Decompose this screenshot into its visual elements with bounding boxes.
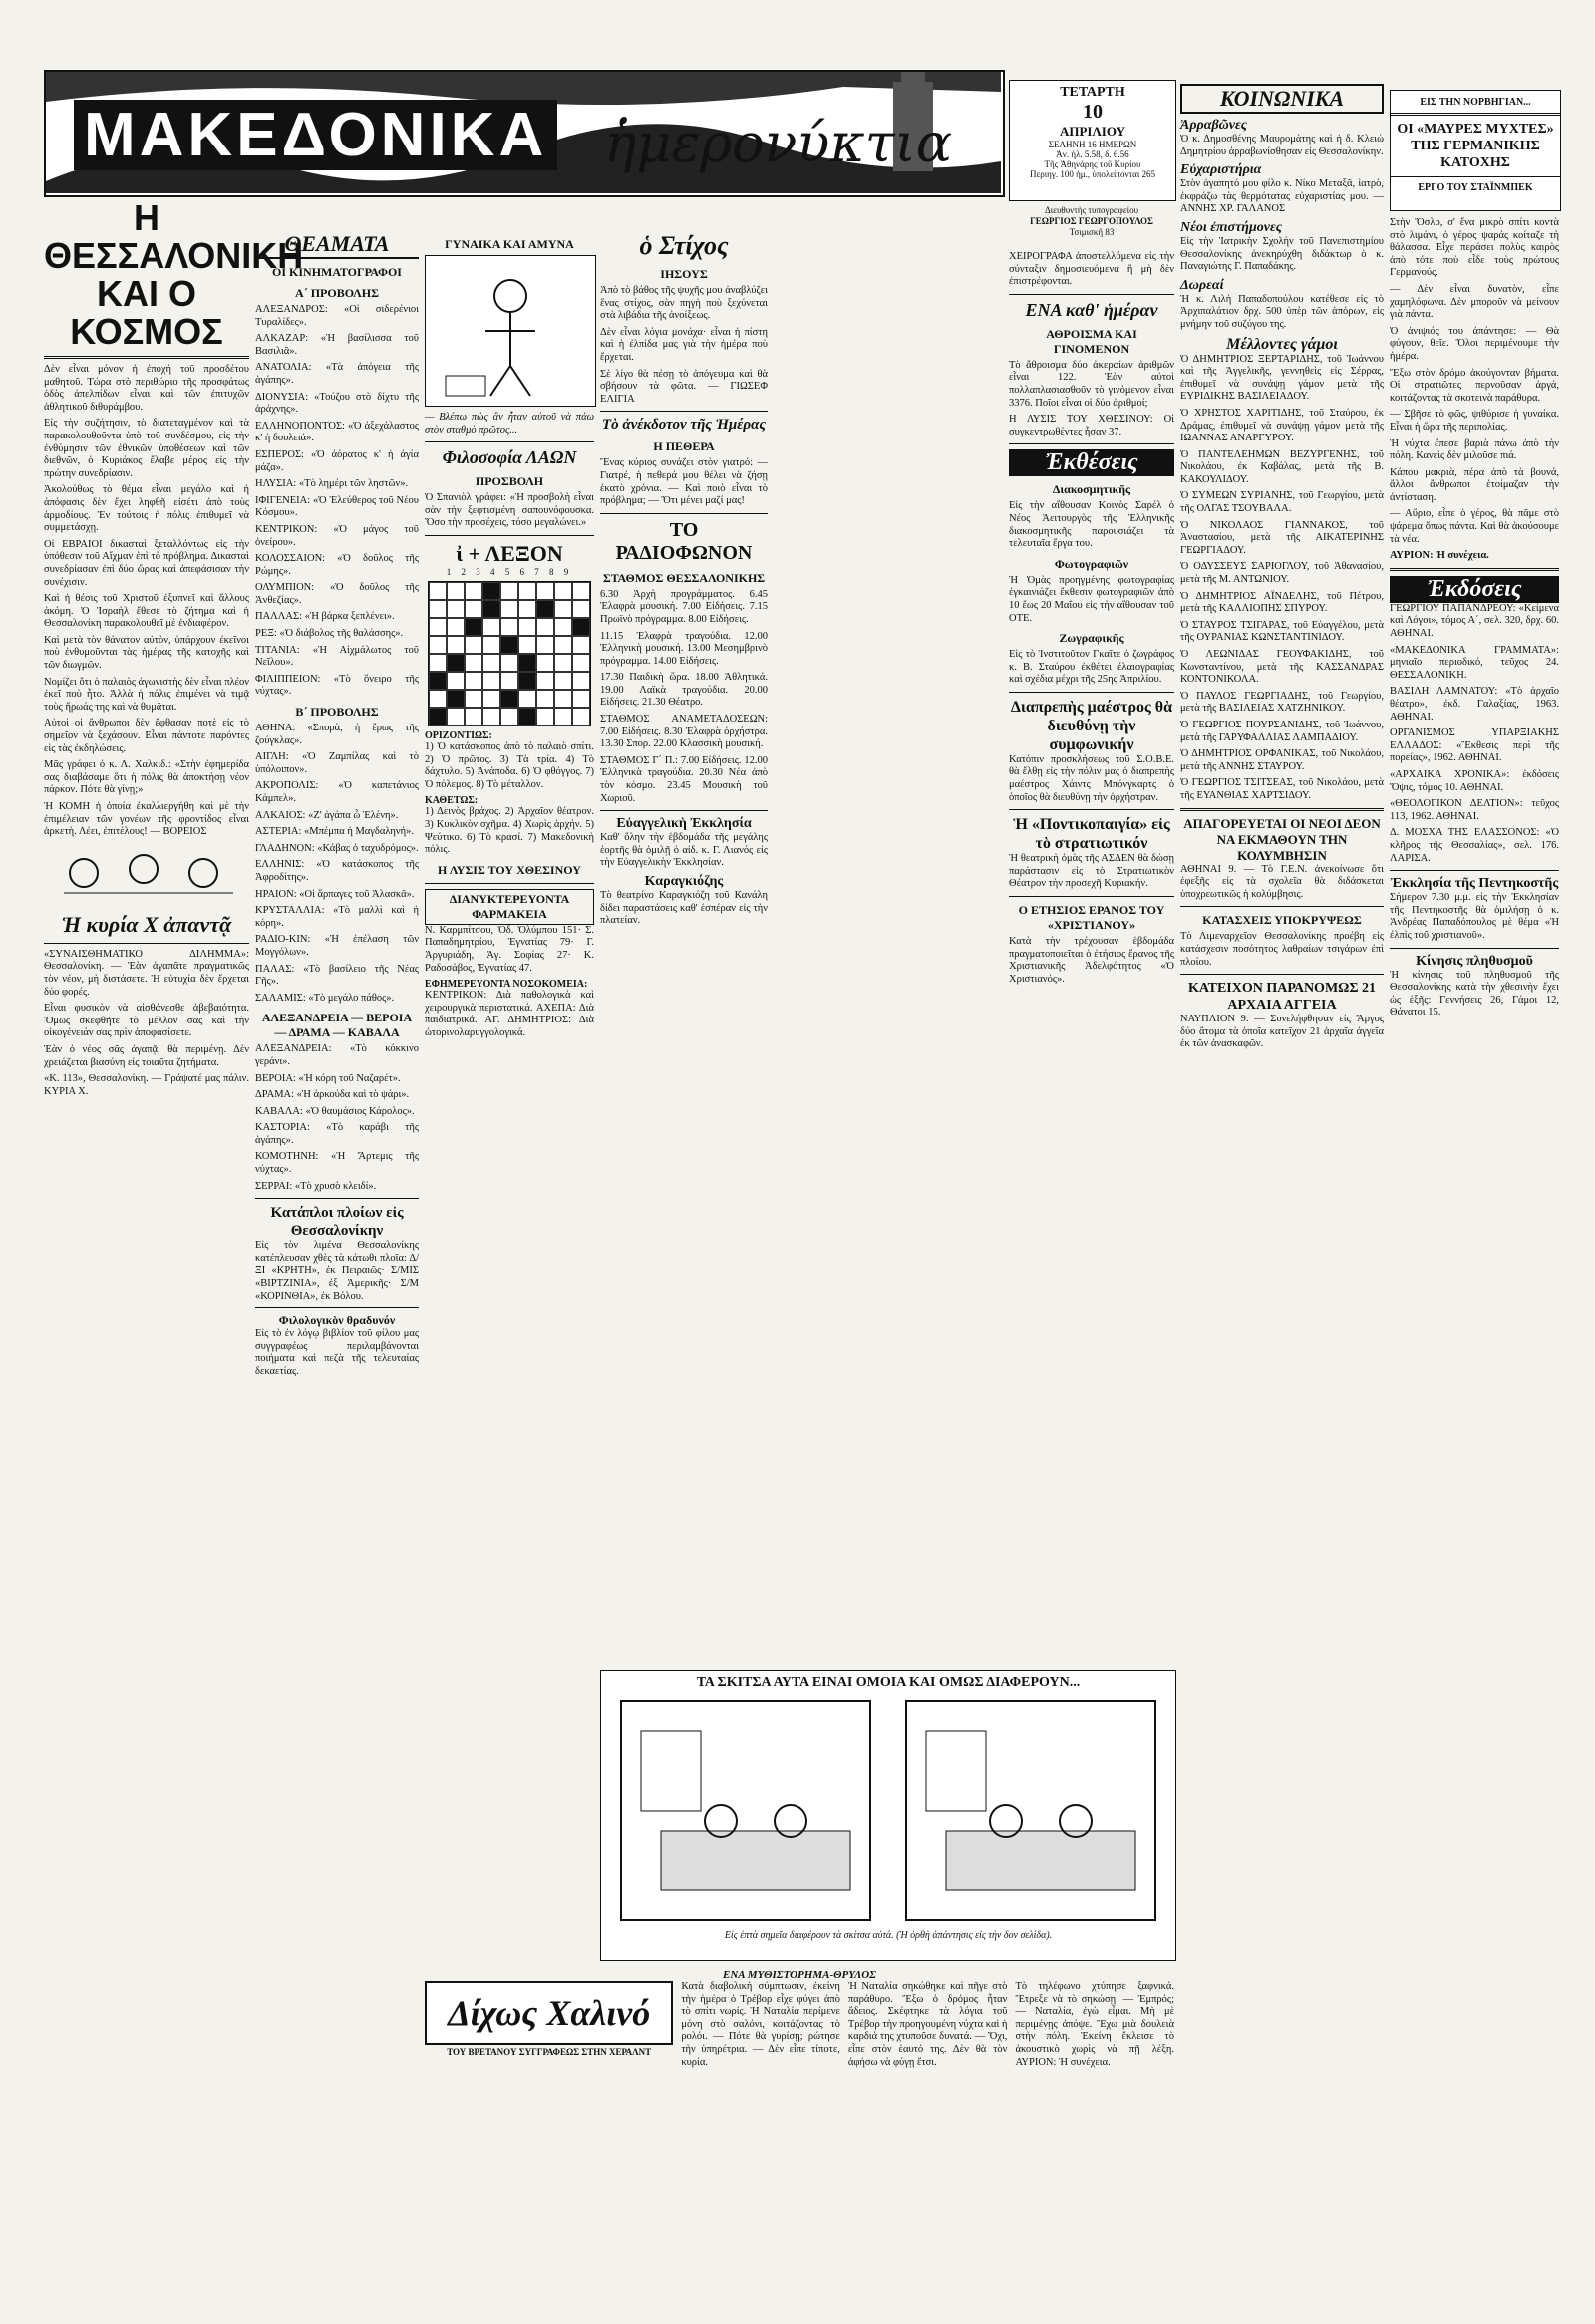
crossword-cell [500, 690, 518, 708]
karagiozis-paragraph: Τὸ θεατρίνο Καραγκιόζη τοῦ Κανάλη δίδει παραστάσεις καθ' ἑσπέραν εἰς τὴν πλατείαν. [600, 890, 768, 927]
radio-schedule: 11.15 Ἐλαφρὰ τραγούδια. 12.00 Ἐλληνικὴ μουσική. 13.00 Μεσημβρινὸ πρόγραμμα. 14.00 Εἰδήσεις. [600, 630, 768, 667]
novel-paragraph: Ἡ νύχτα ἔπεσε βαριὰ πάνω ἀπὸ τὴν πόλη. Κανεὶς δὲν μιλοῦσε πιά. [1390, 437, 1559, 462]
crossword-cell [572, 636, 590, 654]
crossword-cell [500, 600, 518, 618]
novel-paragraph: Στὴν Ὄσλο, σ' ἕνα μικρὸ σπίτι κοντὰ στὸ λιμάνι, ὁ γέρος ψαράς κοίταζε τὴ θάλασσα. Εἶχε περάσει πολὺς καιρὸς ἀπὸ τότε ποὺ εἶδε τοὺς πρώτους Γερμανούς. [1390, 217, 1559, 279]
crossword-cell [500, 582, 518, 600]
philosophy-subheading: ΠΡΟΣΒΟΛΗ [475, 474, 544, 489]
crossword-cell [465, 708, 482, 726]
conductor-heading: Διαπρεπὴς μαέστρος θὰ διευθύνῃ τὴν συμφωνικήν [1010, 698, 1173, 753]
vases-heading: ΚΑΤΕΙΧΟΝ ΠΑΡΑΝΟΜΩΣ 21 ΑΡΧΑΙΑ ΑΓΓΕΙΑ [1187, 981, 1377, 1014]
crossword-cell [429, 600, 447, 618]
crossword-cell [572, 600, 590, 618]
crossword-cell [500, 618, 518, 636]
crossword-cell [465, 636, 482, 654]
crossword-cell [482, 708, 500, 726]
conductor-paragraph: Κατόπιν προσκλήσεως τοῦ Σ.Ο.Β.Ε. θὰ ἔλθῃ εἰς τὴν πόλιν μας ὁ διαπρεπὴς μαέστρος Χάιντς Μπόνγκαρτς ὁ ὁποῖος θὰ διευθύνῃ τὴν ὀρχήστραν. [1009, 753, 1174, 803]
date-number: 10 [1083, 101, 1103, 123]
date-box [1009, 80, 1176, 201]
vases-paragraph: ΝΑΥΠΛΙΟΝ 9. — Συνελήφθησαν εἰς Ἄργος δύο ἄτομα τὰ ὁποῖα κατεῖχον 21 ἀρχαῖα ἀγγεῖα ἐκ τῶν ἀνασκαφῶν. [1180, 1014, 1384, 1050]
novel-paragraph: — Αὔριο, εἶπε ὁ γέρος, θὰ πᾶμε στὸ ψάρεμα ὅπως πάντα. Καὶ θὰ ἀκούσουμε τὰ νέα. [1390, 508, 1559, 545]
article-paragraph: Νομίζει ὅτι ὁ παλαιὸς ἀγωνιστὴς δὲν εἶναι πλέον ἐκεῖ ποὺ ἦτο. Ἀλλὰ ἡ πόλις ἐπιμένει νὰ τιμᾷ τοὺς ἥρωάς της καὶ νὰ θυμᾶται. [44, 676, 249, 713]
cinema-listing: ΔΙΟΝΥΣΙΑ: «Τούζου στὸ δίχτυ τῆς ἀράχνης». [255, 391, 419, 416]
crossword-cell [554, 636, 572, 654]
radio-heading: ΤΟ ΡΑΔΙΟΦΩΝΟΝ [615, 518, 753, 564]
crossword-cell [536, 672, 554, 690]
crossword-cell [518, 708, 536, 726]
crossword-cell [482, 636, 500, 654]
crossword-cell [554, 600, 572, 618]
crossword-cell [429, 582, 447, 600]
crossword-cell [536, 600, 554, 618]
crossword-cell [554, 654, 572, 672]
cinema-listing: ΑΙΓΛΗ: «Ὁ Ζαμπίλας καὶ τὸ ὑπόλοιπον». [255, 751, 419, 775]
date-line: Ἀν. ἡλ. 5.58, δ. 6.56 [1056, 149, 1129, 159]
literary-paragraph: Εἰς τὸ ἐν λόγῳ βιβλίον τοῦ φίλου μας συγγραφέως περιλαμβάνονται ποιήματα καὶ πεζὰ τῆς τελευταίας δεκαετίας. [255, 1328, 419, 1377]
evangelical-heading: Εὐαγγελικὴ Ἐκκλησία [616, 816, 752, 832]
novel-title: ΟΙ «ΜΑΥΡΕΣ ΜΥΧΤΕΣ» ΤΗΣ ΓΕΡΜΑΝΙΚΗΣ ΚΑΤΟΧΗΣ [1397, 122, 1554, 170]
cinema-listing: ΑΛΚΑΖΑΡ: «Ἡ βασίλισσα τοῦ Βασιλιᾶ». [255, 333, 419, 357]
article-paragraph: Αὐτοὶ οἱ ἄνθρωποι δὲν ἔφθασαν ποτὲ εἰς τὸ σημεῖον νὰ ξεχάσουν. Εἶναι πάντοτε παρόντες εἰς τὰς ἐκδηλώσεις. [44, 718, 249, 754]
pentecost-heading: Ἐκκλησία τῆς Πεντηκοστῆς [1390, 876, 1559, 892]
crossword-cell [554, 690, 572, 708]
daily-puzzle-solution: Η ΛΥΣΙΣ ΤΟΥ ΧΘΕΣΙΝΟΥ: Οἱ συγκεντρωθέντες ἦσαν 37. [1009, 414, 1174, 437]
crossword-cell [465, 600, 482, 618]
hospitals-heading: ΕΦΗΜΕΡΕΥΟΝΤΑ ΝΟΣΟΚΟΜΕΙΑ: [425, 979, 588, 991]
down-clues: 1) Δεινὸς βράχος. 2) Ἀρχαῖον θέατρον. 3) Κυκλικὸν σχῆμα. 4) Χωρὶς ἀρχήν. 5) Ψεύτικο. 6) Τὸ κρασί. 7) Μακεδονικὴ πόλις. [425, 806, 594, 856]
crossword-cell [572, 582, 590, 600]
serial-novel-section [425, 1969, 1174, 2302]
publications-heading: Ἐκδόσεις [1390, 576, 1559, 603]
crossword-cell [465, 654, 482, 672]
article-paragraph: Ἀκολούθως τὸ θέμα εἶναι μεγάλο καὶ ἡ ἀπόφασις δὲν ἔχει ληφθῆ εἰσέτι ἀπὸ τοὺς ἁρμοδίους. Ἐν τούτοις ἡ πόλις ἐπιθυμεῖ νὰ συμμετάσχῃ. [44, 484, 249, 534]
crossword-cell [465, 690, 482, 708]
exhibition-paragraph: Ἡ Ὁμὰς προηγμένης φωτογραφίας ἐγκαινιάζει ἔκθεσιν φωτογραφιῶν ἀπὸ 10 ἕως 20 Μαΐου εἰς τὴν αἴθουσαν τοῦ ΟΤΕ. [1009, 574, 1174, 624]
crossword-cell [447, 600, 465, 618]
crossword-solution-heading: Η ΛΥΣΙΣ ΤΟΥ ΧΘΕΣΙΝΟΥ [438, 862, 581, 877]
verse-paragraph: Ἀπὸ τὸ βάθος τῆς ψυχῆς μου ἀναβλύζει ἕνας στίχος, σὰν πηγὴ ποὺ ξεχύνεται στὰ λιβάδια τῆς ἀνοίξεως. [600, 285, 768, 322]
wedding-notice: Ὁ ΣΤΑΥΡΟΣ ΤΣΙΓΑΡΑΣ, τοῦ Εὐαγγέλου, μετὰ τῆς ΟΥΡΑΝΙΑΣ ΚΩΝΣΤΑΝΤΙΝΙΔΟΥ. [1180, 619, 1384, 644]
crossword-cell [465, 582, 482, 600]
advice-paragraph: Εἶναι φυσικὸν νὰ αἰσθάνεσθε ἀβεβαιότητα. Ὅμως σκεφθῆτε τὸ μέλλον σας καὶ τὴν οἰκογένειάν σας πρὶν ἀποφασίσετε. [44, 1003, 249, 1039]
spot-difference-caption: Εἰς ἑπτὰ σημεῖα διαφέρουν τὰ σκίτσα αὐτά. (Ἡ ὀρθὴ ἀπάντησις εἰς τὴν δον σελίδα). [724, 1930, 1053, 1941]
cinema-listing: ΚΕΝΤΡΙΚΟΝ: «Ὁ μάγος τοῦ ὀνείρου». [255, 523, 419, 548]
ships-paragraph: Εἰς τὸν λιμένα Θεσσαλονίκης κατέπλευσαν χθὲς τὰ κάτωθι πλοῖα: Δ/ΞΙ «ΚΡΗΤΗ», ἐκ Πειραιῶς· Σ/ΜΙΣ «ΒΙΡΤΖΙΝΙΑ», ἐξ Ἀμερικῆς· Σ/Μ «ΚΟΡΙΝΘΙΑ», ἐκ Βόλου. [255, 1240, 419, 1302]
column-verse-radio [600, 231, 768, 1666]
novel-paragraph: — Σβῆσε τὸ φῶς, ψιθύρισε ἡ γυναίκα. Εἶναι ἡ ὥρα τῆς περιπολίας. [1390, 409, 1559, 433]
radio-schedule: 17.30 Παιδικὴ ὥρα. 18.00 Ἀθλητικά. 19.00 Λαϊκὰ τραγούδια. 20.00 Εἰδήσεις. 21.30 Θέατρο. [600, 672, 768, 709]
across-heading: ΟΡΙΖΟΝΤΙΩΣ: [425, 729, 492, 741]
wedding-notice: Ὁ ΧΡΗΣΤΟΣ ΧΑΡΙΤΙΔΗΣ, τοῦ Σταύρου, ἐκ Δράμας, ἐπιθυμεῖ νὰ συνάψῃ γάμον μετὰ τῆς ΙΩΑΝΝΑΣ ΑΝΑΡΓΥΡΟΥ. [1180, 407, 1384, 444]
wedding-notice: Ὁ ΟΔΥΣΣΕΥΣ ΣΑΡΙΟΓΛΟΥ, τοῦ Ἀθανασίου, μετὰ τῆς Μ. ΑΝΤΩΝΙΟΥ. [1180, 561, 1384, 586]
crossword-cell [447, 654, 465, 672]
cinema-listing: ΒΕΡΟΙΑ: «Ἡ κόρη τοῦ Ναζαρέτ». [255, 1072, 401, 1084]
column-theamata [255, 231, 419, 1786]
cinema-listing: ΕΛΛΗΝΙΣ: «Ὁ κατάσκοπος τῆς Ἀφροδίτης». [255, 859, 419, 883]
engagements-heading: Ἀρραβῶνες [1180, 118, 1247, 133]
column-serial-novel [1390, 217, 1559, 2302]
spot-difference-cartoon [600, 1670, 1176, 1961]
crossword-cell [500, 636, 518, 654]
radio-schedule: ΣΤΑΘΜΟΣ ΑΝΑΜΕΤΑΔΟΣΕΩΝ: 7.00 Εἰδήσεις. 8.30 Ἐλαφρὰ ὀρχήστρα. 13.30 Σπορ. 22.00 Κλασσικὴ μουσική. [600, 714, 768, 750]
masthead-script: ἡμερονύκτια [604, 112, 953, 174]
serial-kicker: ΕΝΑ ΜΥΘΙΣΤΟΡΗΜΑ-ΘΡΥΛΟΣ [723, 1969, 876, 1981]
article-paragraph: Εἰς τὴν συζήτησιν, τὸ διατεταγμένον καὶ τὰ παρακολουθοῦντα ὑπὸ τοῦ συνδέσμου, εἰς τὴν ἐνθύμησιν τῶν ἐθνικῶν ὑποθέσεων καὶ τῶν διεθνῶν, ὁ Κυριάκος ἔλαβε μέρος εἰς τὴν πρώτην συνεδρίασιν. [44, 418, 249, 479]
masthead [44, 70, 1005, 197]
cinema-listing: ΗΡΑΙΟΝ: «Οἱ ἅρπαγες τοῦ Ἀλασκᾶ». [255, 888, 415, 900]
cinema-listing: ΚΟΜΟΤΗΝΗ: «Ἡ Ἄρτεμις τῆς νύχτας». [255, 1151, 419, 1176]
manuscripts-notice: ΧΕΙΡΟΓΡΑΦΑ ἀποστελλόμενα εἰς τὴν σύνταξιν δημοσιευόμενα ἢ μὴ δὲν ἐπιστρέφονται. [1009, 251, 1174, 288]
novel-promo-box [1390, 90, 1561, 211]
crossword-cell [572, 672, 590, 690]
crossword-cell [482, 672, 500, 690]
crossword-cell [482, 618, 500, 636]
column-thessaloniki [44, 197, 304, 2302]
pontikopaigia-heading: Ἡ «Ποντικοπαιγία» εἰς τὸ στρατιωτικόν [1013, 816, 1170, 853]
pontikopaigia-paragraph: Ἡ θεατρικὴ ὁμὰς τῆς ΑΣΔΕΝ θὰ δώσῃ παράστασιν εἰς τὸ Στρατιωτικὸν Θέατρον τὴν προσεχῆ Κυριακήν. [1009, 853, 1174, 890]
exhibition-paragraph: Εἰς τὸ Ἱνστιτοῦτον Γκαῖτε ὁ ζωγράφος κ. Β. Σταύρου ἐκθέτει ἐλαιογραφίας καὶ σχέδια μέχρι τῆς 25ης Ἀπριλίου. [1009, 649, 1174, 686]
cartoon-caption: — Βλέπω πὼς ἂν ἦταν αὐτοῦ νὰ πάω στὸν σταθμὸ πρῶτος... [425, 412, 594, 436]
cinema-listing: ΑΛΕΞΑΝΔΡΟΣ: «Οἱ σιδερένιοι Τυραλίδες». [255, 304, 419, 328]
cinema-listing: ΑΣΤΕΡΙΑ: «Μπέμπα ἡ Μαγδαληνή». [255, 826, 414, 838]
donations-heading: Δωρεαί [1180, 277, 1224, 293]
new-scientists-paragraph: Εἰς τὴν Ἰατρικὴν Σχολὴν τοῦ Πανεπιστημίου Θεσσαλονίκης ἀνεκηρύχθη διδάκτωρ ὁ κ. Παναγιώτης Γ. Παπαδάκης. [1180, 235, 1384, 273]
wedding-notice: Ὁ ΓΕΩΡΓΙΟΣ ΠΟΥΡΣΑΝΙΔΗΣ, τοῦ Ἰωάννου, μετὰ τῆς ΓΑΡΥΦΑΛΛΙΑΣ ΛΑΜΠΑΔΙΟΥ. [1180, 719, 1384, 743]
article-paragraph: Οἱ ΕΒΡΑΙΟΙ δικασταὶ ξεταλλόντως εἰς τὴν ὑπόθεσιν τοῦ Αἴχμαν ἐπὶ τὸ πρόβλημα. Δικασταὶ συνεδρίασαν ἐπὶ δύο ὥρας καὶ ἀπεφάσισαν τὴν συνέχισιν. [44, 538, 249, 588]
publication-item: «ΑΡΧΑΙΚΑ ΧΡΟΝΙΚΑ»: ἐκδόσεις Ὄψις, τόμος 10. ΑΘΗΝΑΙ. [1390, 768, 1559, 793]
cinema-listing: ΕΛΛΗΝΟΠΟΝΤΟΣ: «Ὁ ἀξεχάλαστος κ' ἡ δουλειά». [255, 420, 419, 444]
crossword-cell [482, 600, 500, 618]
serial-author: ΤΟΥ ΒΡΕΤΑΝΟΥ ΣΥΓΓΡΑΦΕΩΣ ΣΤΗΝ ΧΕΡΑΛΝΤ [447, 2047, 652, 2057]
verse-author: ΙΗΣΟΥΣ [660, 267, 708, 281]
crossword-cell [465, 672, 482, 690]
crossword-grid [428, 581, 591, 726]
serial-paragraph: Ἡ Ναταλία σηκώθηκε καὶ πῆγε στὸ παράθυρο. Ἔξω ὁ δρόμος ἦταν ἄδειος. Σκέφτηκε τὰ λόγια τοῦ Τρέβορ τὴν προηγουμένη νύχτα καὶ ἡ καρδιά της χτυποῦσε δυνατά. — Ὄχι, εἶπε στὸν ἑαυτό της. Δὲν θὰ τὸν ἀφήσω νὰ φύγῃ ἔτσι. [847, 1981, 1008, 2068]
painting-heading: Ζωγραφικῆς [1059, 631, 1124, 646]
radio-schedule: ΣΤΑΘΜΟΣ Γ΄ Π.: 7.00 Εἰδήσεις. 12.00 Ἐλληνικὰ τραγούδια. 20.30 Νέα ἀπὸ τὸν κόσμο. 23.45 Μουσικὴ τοῦ Χωριοῦ. [600, 754, 768, 804]
crossword-cell [536, 690, 554, 708]
publication-item: «ΜΑΚΕΔΟΝΙΚΑ ΓΡΑΜΜΑΤΑ»: μηνιαῖο περιοδικό, τεῦχος 24. ΘΕΣΣΑΛΟΝΙΚΗ. [1390, 644, 1559, 681]
crossword-cell [500, 672, 518, 690]
verse-paragraph: Σὲ λίγο θὰ πέσῃ τὸ ἀπόγευμα καὶ θὰ σβήσουν τὰ φῶτα. — ΓΙΩΣΕΦ ΕΛΙΓΙΑ [600, 368, 768, 405]
evangelical-paragraph: Καθ' ὅλην τὴν ἑβδομάδα τῆς μεγάλης ἑορτῆς θὰ ὁμιλῇ ὁ αἰδ. κ. Γ. Λιανός εἰς τὴν Εὐαγγελικὴν Ἐκκλησίαν. [600, 832, 768, 869]
crossword-cell [518, 636, 536, 654]
verse-heading: ὁ Στίχος [639, 231, 729, 260]
pentecost-paragraph: Σήμερον 7.30 μ.μ. εἰς τὴν Ἐκκλησίαν τῆς Πεντηκοστῆς θὰ ὁμιλήσῃ ὁ κ. Ἀνδρέας Παπαδόπουλος μὲ θέμα «Ἡ ἐλπὶς τοῦ χριστιανοῦ». [1390, 892, 1559, 941]
crossword-cell [554, 618, 572, 636]
weddings-heading: Μέλλοντες γάμοι [1226, 335, 1338, 353]
serial-paragraph: Κατὰ διαβολικὴ σύμπτωσιν, ἐκείνη τὴν ἡμέρα ὁ Τρέβορ εἶχε φύγει ἀπὸ τὸ σπίτι νωρίς. Ἡ Ναταλία περίμενε μόνη στὸ σαλόνι, κοιτάζοντας τὸ ρολόι. — Πότε θὰ γυρίσῃ; ρώτησε τὴν ὑπηρέτρια. — Δὲν εἶπε τίποτε, κυρία. [681, 1981, 840, 2068]
wedding-notice: Ὁ ΔΗΜΗΤΡΙΟΣ ΟΡΦΑΝΙΚΑΣ, τοῦ Νικολάου, μετὰ τῆς ΑΝΝΗΣ ΣΤΑΥΡΟΥ. [1180, 748, 1384, 772]
new-scientists-heading: Νέοι ἐπιστήμονες [1180, 219, 1282, 235]
article-paragraph: Καὶ μετὰ τὸν θάνατον αὐτὸν, ὑπάρχουν ἐκεῖνοι ποὺ ἐνθυμοῦνται τὰς ἡμέρας τῆς κατοχῆς καὶ τῶν διωγμῶν. [44, 634, 249, 672]
down-heading: ΚΑΘΕΤΩΣ: [425, 795, 478, 807]
cinema-listing: ΠΑΛΛΑΣ: «Ἡ βάρκα ξεπλένει». [255, 611, 395, 623]
cinema-listing: ΚΑΒΑΛΑ: «Ὁ θαυμάσιος Κάρολος». [255, 1105, 415, 1117]
second-run-heading: Β΄ ΠΡΟΒΟΛΗΣ [295, 705, 379, 720]
column-puzzles [425, 231, 594, 1666]
cinema-listing: ΔΡΑΜΑ: «Ἡ ἀρκούδα καὶ τὸ ψάρι». [255, 1089, 410, 1101]
crossword-cell [554, 708, 572, 726]
crossword-cell [482, 582, 500, 600]
crossword-cell [518, 654, 536, 672]
swimming-heading: ΑΠΑΓΟΡΕΥΕΤΑΙ ΟΙ ΝΕΟΙ ΔΕΟΝ ΝΑ ΕΚΜΑΘΟΥΝ ΤΗΝ ΚΟΛΥΜΒΗΣΙΝ [1183, 815, 1381, 863]
spot-difference-title: ΤΑ ΣΚΙΤΣΑ ΑΥΤΑ ΕΙΝΑΙ ΟΜΟΙΑ ΚΑΙ ΟΜΩΣ ΔΙΑΦΕΡΟΥΝ... [696, 1675, 1081, 1690]
cinema-listing: ΦΙΛΙΠΠΕΙΟΝ: «Τὸ ὄνειρο τῆς νύχτας». [255, 673, 419, 698]
cinema-listing: ΣΕΡΡΑΙ: «Τὸ χρυσὸ κλειδί». [255, 1180, 377, 1192]
crossword-cell [429, 618, 447, 636]
crossword-cell [536, 618, 554, 636]
cinema-listing: ΟΛΥΜΠΙΟΝ: «Ὁ δοῦλος τῆς Ἀνθεζίας». [255, 582, 419, 606]
crossword-cell [518, 690, 536, 708]
crossword-cell [482, 654, 500, 672]
exhibition-paragraph: Εἰς τὴν αἴθουσαν Κοινὸς Σαρέλ ὁ Νέος Ἀειτουργὸς τῆς Ἐλληνικῆς διακοσμητικῆς παρουσιάζει τὰ τελευταῖα ἔργα του. [1009, 500, 1174, 550]
kyria-heading: Ἡ κυρία Χ ἀπαντᾷ [61, 911, 232, 937]
date-line: ΣΕΛΗΝΗ 16 ΗΜΕΡΩΝ [1048, 140, 1137, 149]
hospitals-paragraph: ΚΕΝΤΡΙΚΟΝ: Διὰ παθολογικὰ καὶ χειρουργικὰ περιστατικά. ΑΧΕΠΑ: Διὰ παιδιατρικά. ΑΓ. ΔΗΜΗΤΡΙΟΣ: Διὰ ὠτορινολαρυγγολογικά. [425, 990, 594, 1038]
cinema-listing: ΕΣΠΕΡΟΣ: «Ὁ ἀόρατος κ' ἡ ἀγία μάζα». [255, 448, 419, 473]
publication-item: «ΘΕΟΛΟΓΙΚΟΝ ΔΕΛΤΙΟΝ»: τεῦχος 113, 1962. ΑΘΗΝΑΙ. [1390, 798, 1559, 822]
column-exhibitions [1009, 251, 1174, 1706]
crossword-cell [465, 618, 482, 636]
crossword-cell [447, 708, 465, 726]
daily-puzzle-subheading: ΑΘΡΟΙΣΜΑ ΚΑΙ ΓΙΝΟΜΕΝΟΝ [1046, 326, 1137, 356]
daily-puzzle-paragraph: Τὸ ἄθροισμα δύο ἀκεραίων ἀριθμῶν εἶναι 122. Ἐὰν αὐτοὶ πολλαπλασιασθοῦν τὸ γινόμενον εἶναι 3376. Ποῖοι εἶναι οἱ δύο ἀριθμοί; [1009, 359, 1174, 409]
headline-thessaloniki: Η ΘΕΣΣΑΛΟΝΙΚΗ ΚΑΙ Ο ΚΟΣΜΟΣ [44, 197, 304, 352]
thanks-paragraph: Στὸν ἀγαπητό μου φίλο κ. Νίκο Μεταξᾶ, ἰατρὸ, ἐκφράζω τὰς θερμότατας εὐχαριστίας μου. — ΑΝΝΗΣ ΧΡ. ΓΑΛΑΝΟΣ [1180, 178, 1384, 215]
crossword-cell [536, 582, 554, 600]
cinema-listing: ΚΡΥΣΤΑΛΛΙΑ: «Τὸ μαλλὶ καὶ ἡ κόρη». [255, 905, 419, 929]
philosophy-heading: Φιλοσοφία ΛΑΩΝ [442, 447, 577, 468]
crossword-cell [429, 690, 447, 708]
donations-paragraph: Ἡ κ. Λιλὴ Παπαδοπούλου κατέθεσε εἰς τὸ Ἀρχιπαλάτιον δρχ. 500 ὑπὲρ τῶν ἀπόρων, εἰς μνήμην τοῦ συζύγου της. [1180, 293, 1384, 330]
crossword-cell [429, 654, 447, 672]
cupids-illustration [44, 843, 249, 903]
thanks-heading: Εὐχαριστήρια [1180, 162, 1262, 178]
radio-station: ΣΤΑΘΜΟΣ ΘΕΣΣΑΛΟΝΙΚΗΣ [602, 570, 766, 585]
date-line: Περιηγ. 100 ἡμ., ὑπολείπονται 265 [1029, 169, 1156, 179]
cartoon-title: ΓΥΝΑΙΚΑ ΚΑΙ ΑΜΥΝΑ [445, 237, 574, 251]
date-line: Τῆς Ἀθηνάρης τοῦ Κυρίου [1044, 159, 1141, 169]
cinema-listing: ΓΛΑΔΗΝΟΝ: «Κάβας ὁ ταχυδρόμος». [255, 842, 419, 854]
advice-paragraph: «ΣΥΝΑΙΣΘΗΜΑΤΙΚΟ ΔΙΛΗΜΜΑ»: Θεσσαλονίκη. — Ἐὰν ἀγαπᾶτε πραγματικῶς τὸν νέον, μὴ διστάσετε. Ἡ εὐτυχία δὲν ἔρχεται δύο φορές. [44, 948, 249, 998]
cinema-listing: ΑΘΗΝΑ: «Σπορὰ, ἡ ἔρως τῆς ζούγκλας». [255, 723, 419, 746]
wedding-notice: Ὁ ΠΑΝΤΕΛΕΗΜΩΝ ΒΕΖΥΡΓΕΝΗΣ, τοῦ Νικολάου, ἐκ Καβάλας, μετὰ τῆς Β. ΚΑΚΟΥΛΙΔΟΥ. [1180, 448, 1384, 485]
cinema-listing: ΑΛΕΞΑΝΔΡΕΙΑ: «Τὸ κόκκινο γεράνι». [255, 1043, 419, 1067]
article-paragraph: Μᾶς γράφει ὁ κ. Λ. Χαλκιδ.: «Στὴν ἐφημερίδα σας διαβάσαμε ὅτι ἡ πόλις θὰ ἀποκτήσῃ νέον πάρκον. Πότε θὰ γίνῃ;» [44, 759, 249, 796]
fundraiser-heading: Ο ΕΤΗΣΙΟΣ ΕΡΑΝΟΣ ΤΟΥ «ΧΡΙΣΤΙΑΝΟΥ» [1018, 903, 1165, 933]
crossword-cell [429, 708, 447, 726]
swimming-paragraph: ΑΘΗΝΑΙ 9. — Τὸ Γ.Ε.Ν. ἀνεκοίνωσε ὅτι ἐφεξῆς εἰς τὰ σχολεῖα θὰ διδάσκεται ὑποχρεωτικῶς ἡ κολύμβησις. [1180, 863, 1384, 900]
cinemas-subheading: ΟΙ ΚΙΝΗΜΑΤΟΓΡΑΦΟΙ [272, 265, 402, 279]
spot-difference-drawings [601, 1691, 1175, 1930]
fundraiser-paragraph: Κατὰ τὴν τρέχουσαν ἑβδομάδα πραγματοποιεῖται ὁ ἐτήσιος ἔρανος τῆς Χριστιανικῆς Ἀδελφότητος «Ὁ Χριστιανός». [1009, 936, 1174, 985]
cinema-listing: ΚΟΛΟΣΣΑΙΟΝ: «Ὁ δοῦλος τῆς Ρώμης». [255, 553, 419, 577]
crossword-cell [554, 672, 572, 690]
daily-puzzle-heading: ΕΝΑ καθ' ἡμέραν [1025, 299, 1158, 320]
crossword-cell [518, 600, 536, 618]
anecdote-subheading: Η ΠΕΘΕΡΑ [653, 439, 715, 454]
seizure-heading: ΚΑΤΑΣΧΕΙΣ ΥΠΟΚΡΥΨΕΩΣ [1202, 913, 1362, 928]
advice-paragraph: Ἐὰν ὁ νέος σᾶς ἀγαπᾷ, θὰ περιμένῃ. Δὲν χρειάζεται βιασύνη εἰς τοιαῦτα ζητήματα. [44, 1043, 249, 1068]
wedding-notice: Ὁ ΔΗΜΗΤΡΙΟΣ ΑΪΝΔΕΛΗΣ, τοῦ Πέτρου, μετὰ τῆς ΚΑΛΛΙΟΠΗΣ ΣΠΥΡΟΥ. [1180, 590, 1384, 615]
publication-item: ΓΕΩΡΓΙΟΥ ΠΑΠΑΝΔΡΕΟΥ: «Κείμενα καὶ Λόγοι», τόμος Α΄, σελ. 320, δρχ. 60. ΑΘΗΝΑΙ. [1390, 602, 1559, 640]
ships-heading: Κατάπλοι πλοίων εἰς Θεσσαλονίκην [270, 1205, 404, 1240]
cinema-listing: ΑΚΡΟΠΟΛΙΣ: «Ὁ καπετάνιος Κάμπελ». [255, 780, 419, 804]
radio-schedule: 6.30 Ἀρχὴ προγράμματος. 6.45 Ἐλαφρὰ μουσική. 7.00 Εἰδήσεις. 7.15 Πρωϊνὸ πρόγραμμα. 8.00 Εἰδήσεις. [600, 588, 768, 625]
novel-byline: ΕΡΓΟ ΤΟΥ ΣΤΑΪΝΜΠΕΚ [1418, 182, 1533, 193]
across-clues: 1) Ὁ κατάσκοπος ἀπὸ τὸ παλαιὸ σπίτι. 2) Ὁ πρῶτος. 3) Τὰ τρία. 4) Τὸ δάχτυλο. 5) Ἀνάποδα. 6) Ὁ φθόγγος. 7) Ὁ πόλεμος. 8) Τὸ μέταλλον. [425, 740, 594, 790]
date-month: ΑΠΡΙΛΙΟΥ [1059, 124, 1126, 139]
wedding-notice: Ὁ ΣΥΜΕΩΝ ΣΥΡΙΑΝΗΣ, τοῦ Γεωργίου, μετὰ τῆς ΟΛΓΑΣ ΤΣΟΥΒΑΛΑ. [1180, 490, 1384, 515]
article-paragraph: Δὲν εἶναι μόνον ἡ ἐποχή τοῦ προσδέτου μαθητοῦ. Τώρα στὸ περιθώριο τῆς προσφάτως ὁδὸς ἀπελπίδων εἶναι καὶ τῶν ἐπιτυχῶν ἀθλητικοῦ διθυράμβου. [44, 364, 249, 413]
article-paragraph: Ἡ ΚΟΜΗ ἡ ὁποία ἐκαλλιεργήθη καὶ μὲ τὴν ἐπιμέλειαν τῶν γονέων τῆς φροντίδος εἶναι ἀρκετὴ. Λέει, ἐπιτέλους! — ΒΟΡΕΙΟΣ [44, 801, 249, 838]
crossword-heading: ἰ + ΛΕΞΟΝ [456, 540, 563, 566]
advice-paragraph: «Κ. 113», Θεσσαλονίκη. — Γράψατέ μας πάλιν. ΚΥΡΙΑ Χ. [44, 1073, 249, 1097]
novel-paragraph: Κάπου μακριὰ, πέρα ἀπὸ τὰ βουνά, ἄλλοι ἄνθρωποι ἑτοίμαζαν τὴν ἀντίσταση. [1390, 466, 1559, 503]
wedding-notice: Ὁ ΝΙΚΟΛΑΟΣ ΓΙΑΝΝΑΚΟΣ, τοῦ Ἀναστασίου, μετὰ τῆς ΑΙΚΑΤΕΡΙΝΗΣ ΓΕΩΡΓΙΑΔΟΥ. [1180, 519, 1384, 556]
verse-paragraph: Δὲν εἶναι λόγια μονάχα· εἶναι ἡ πίστη καὶ ἡ ἐλπίδα μας γιὰ τὴν ἡμέρα ποὺ ἔρχεται. [600, 326, 768, 363]
decorative-heading: Διακοσμητικῆς [1052, 482, 1131, 497]
date-day: ΤΕΤΑΡΤΗ [1060, 85, 1125, 100]
regional-heading: ΑΛΕΞΑΝΔΡΕΙΑ — ΒΕΡΟΙΑ — ΔΡΑΜΑ — ΚΑΒΑΛΑ [261, 1011, 413, 1040]
cinema-listing: ΑΛΚΑΙΟΣ: «Ζ' ἀγάπα ὦ Ἐλένη». [255, 809, 399, 821]
novel-kicker: ΕΙΣ ΤΗΝ ΝΟΡΒΗΓΙΑΝ... [1420, 97, 1531, 108]
wedding-notice: Ὁ ΔΗΜΗΤΡΙΟΣ ΞΕΡΤΑΡΙΔΗΣ, τοῦ Ἰωάννου καὶ τῆς Ἀγγελικῆς, γεννηθεὶς εἰς Σέρρας, ἐπιθυμεῖ νὰ συνάψῃ γάμον μετὰ τῆς ΕΥΡΙΔΙΚΗΣ ΒΑΣΙΛΕΙΑΔΟΥ. [1180, 353, 1384, 403]
crossword-cell [447, 618, 465, 636]
publication-item: ΟΡΓΑΝΙΣΜΟΣ ΥΠΑΡΞΙΑΚΗΣ ΕΛΛΑΔΟΣ: «Ἔκθεσις περὶ τῆς πορείας», 1962. ΑΘΗΝΑΙ. [1390, 727, 1559, 764]
photography-heading: Φωτογραφιῶν [1054, 556, 1129, 571]
novel-paragraph: Ἔξω στὸν δρόμο ἀκούγονταν βήματα. Οἱ στρατιῶτες περνοῦσαν ἀργά, κοιτάζοντας τὰ σκοτεινὰ παράθυρα. [1390, 367, 1559, 404]
crossword-cell [429, 672, 447, 690]
population-heading: Κίνησις πληθυσμοῦ [1416, 953, 1533, 969]
pharmacies-heading: ΔΙΑΝΥΚΤΕΡΕΥΟΝΤΑ ΦΑΡΜΑΚΕΙΑ [425, 889, 594, 925]
exhibitions-heading: Ἐκθέσεις [1009, 449, 1174, 476]
population-paragraph: Ἡ κίνησις τοῦ πληθυσμοῦ τῆς Θεσσαλονίκης κατὰ τὴν χθεσινὴν ἔχει ὡς ἑξῆς: Γεννήσεις 26, Γάμοι 12, Θάνατοι 15. [1390, 969, 1559, 1018]
masthead-title: ΜΑΚΕΔΟΝΙΚΑ [74, 100, 557, 170]
crossword-cell [447, 636, 465, 654]
serial-title: Δίχως Χαλινό [425, 1981, 673, 2045]
karagiozis-heading: Καραγκιόζης [644, 874, 724, 889]
column-social [1180, 84, 1384, 2302]
crossword-cell [429, 636, 447, 654]
cinema-listing: ΣΑΛΑΜΙΣ: «Τὸ μεγάλο πάθος». [255, 992, 395, 1004]
crossword-cell [447, 690, 465, 708]
cinema-listing: ΠΑΛΑΣ: «Τὸ βασίλειο τῆς Νέας Γῆς». [255, 963, 419, 988]
literary-heading: Φιλολογικὸν θραδυνόν [278, 1313, 396, 1328]
crossword-cell [536, 636, 554, 654]
cinema-listing: ΚΑΣΤΟΡΙΑ: «Τὸ καράβι τῆς ἀγάπης». [255, 1122, 419, 1146]
crossword-cell [572, 690, 590, 708]
seizure-paragraph: Τὸ Λιμεναρχεῖον Θεσσαλονίκης προέβη εἰς κατάσχεσιν ποσότητος λαθραίων τσιγάρων ἐπὶ πλοίου. [1180, 931, 1384, 968]
crossword-cell [536, 654, 554, 672]
social-heading: ΚΟΙΝΩΝΙΚΑ [1180, 84, 1384, 114]
cinema-listing: ΡΑΔΙΟ-ΚΙΝ: «Ἡ ἐπέλαση τῶν Μογγόλων». [255, 934, 419, 958]
crossword-cell [482, 690, 500, 708]
crossword-cell [572, 708, 590, 726]
serial-paragraph: Τὸ τηλέφωνο χτύπησε ξαφνικά. Ἔτρεξε νὰ τὸ σηκώσῃ. — Ἐμπρός; — Ναταλία, ἐγὼ εἶμαι. Μὴ μὲ περιμένῃς ἀπόψε. Ἔχω μιὰ δουλειὰ στὴν πόλη. Ἐκείνη ἔκλεισε τὸ ἀκουστικὸ χωρὶς νὰ πῇ λέξη. ΑΥΡΙΟΝ: Ἡ συνέχεια. [1015, 1981, 1174, 2068]
cinema-listing: ΡΕΞ: «Ὁ διάβολος τῆς θαλάσσης». [255, 628, 404, 640]
philosophy-paragraph: Ὁ Σπανιὸλ γράφει: «Ἡ προσβολὴ εἶναι σὰν τὴν ξεφτισμένη σαπουνόφουσκα. Ὅσο τὴν προσέχεις, τόσο μεγαλώνει.» [425, 492, 594, 529]
crossword-cell [518, 582, 536, 600]
cinema-listing: ΤΙΤΑΝΙΑ: «Ἡ Αἰχμάλωτος τοῦ Νεῖλου». [255, 644, 419, 669]
crossword-numbers: 1 2 3 4 5 6 7 8 9 [446, 566, 573, 577]
publication-item: Δ. ΜΟΣΧΑ ΤΗΣ ΕΛΑΣΣΟΝΟΣ: «Ὁ κλῆρος τῆς Θεσσαλίας», σελ. 176. ΛΑΡΙΣΑ. [1390, 827, 1559, 864]
crossword-cell [518, 672, 536, 690]
crossword-cell [518, 618, 536, 636]
crossword-cell [447, 672, 465, 690]
publication-item: ΒΑΣΙΛΗ ΛΑΜΝΑΤΟΥ: «Τὸ ἀρχαῖο θέατρο», ἐκδ. Γαλαξίας, 1963. ΑΘΗΝΑΙ. [1390, 686, 1559, 723]
publisher-info: Διευθυντὴς τυπογραφείου ΓΕΩΡΓΙΟΣ ΓΕΩΡΓΟΠΟΥΛΟΣ Τσιμισκῆ 83 [1030, 205, 1153, 237]
wedding-notice: Ὁ ΠΑΥΛΟΣ ΓΕΩΡΓΙΑΔΗΣ, τοῦ Γεωργίου, μετὰ τῆς ΒΑΣΙΛΕΙΑΣ ΧΑΤΖΗΝΙΚΟΥ. [1180, 690, 1384, 715]
cinema-listing: ΗΛΥΣΙΑ: «Τὸ λημέρι τῶν ληστῶν». [255, 478, 409, 490]
crossword-cell [572, 618, 590, 636]
crossword-cell [447, 582, 465, 600]
crossword-cell [536, 708, 554, 726]
anecdote-heading: Τὸ ἀνέκδοτον τῆς Ἡμέρας [601, 417, 767, 434]
cinema-listing: ΙΦΙΓΕΝΕΙΑ: «Ὁ Ἐλεύθερος τοῦ Νέου Κόσμου». [255, 494, 419, 519]
anecdote-paragraph: Ἕνας κύριος συνάζει στὸν γιατρό: — Γιατρέ, ἡ πεθερά μου θέλει νὰ ζήσῃ ἑκατὸ χρόνια. — Καὶ ποιὸ εἶναι τὸ πρόβλημα; — Ὅτι μένει μαζί μας! [600, 457, 768, 507]
crossword-cell [554, 582, 572, 600]
crossword-cell [572, 654, 590, 672]
novel-paragraph: ΑΥΡΙΟΝ: Ἡ συνέχεια. [1390, 550, 1489, 562]
crossword-cell [500, 654, 518, 672]
woman-defense-cartoon [425, 255, 596, 407]
cinema-listing: ΑΝΑΤΟΛΙΑ: «Τὰ ἀπόγεια τῆς ἀγάπης». [255, 362, 419, 386]
wedding-notice: Ὁ ΛΕΩΝΙΔΑΣ ΓΕΟΥΦΑΚΙΔΗΣ, τοῦ Κωνσταντίνου, μετὰ τῆς ΚΑΣΣΑΝΔΡΑΣ ΚΟΝΤΟΝΙΚΟΛΑ. [1180, 649, 1384, 686]
novel-paragraph: — Δὲν εἶναι δυνατὸν, εἶπε χαμηλόφωνα. Δὲν μποροῦν νὰ μείνουν γιὰ πάντα. [1390, 283, 1559, 321]
first-run-heading: Α΄ ΠΡΟΒΟΛΗΣ [295, 286, 379, 300]
article-paragraph: Καὶ ἡ θέσις τοῦ Χριστοῦ ἐξυπνεῖ καὶ ἄλλους ἀκόμη. Ὁ Ἰσραὴλ ἔθεσε τὸ ζήτημα καὶ ἡ Θεσσαλονίκη παρακολουθεῖ μὲ ἐνδιαφέρον. [44, 593, 249, 630]
wedding-notice: Ὁ ΓΕΩΡΓΙΟΣ ΤΣΙΤΣΕΑΣ, τοῦ Νικολάου, μετὰ τῆς ΕΥΑΝΘΙΑΣ ΧΑΡΤΣΙΔΟΥ. [1180, 777, 1384, 801]
theamata-heading: ΘΕΑΜΑΤΑ [255, 231, 419, 259]
novel-paragraph: Ὁ ἀνιψιός του ἀπάντησε: — Θὰ φύγουν, θεῖε. Ὅλοι περιμένουμε τὴν ἡμέρα. [1390, 325, 1559, 362]
engagement-paragraph: Ὁ κ. Δημοσθένης Μαυρομάτης καὶ ἡ δ. Κλειώ Δημητρίου ἀρραβωνίσθησαν εἰς Θεσσαλονίκην. [1180, 134, 1384, 157]
crossword-cell [500, 708, 518, 726]
pharmacies-paragraph: Ν. Καρμπίτσου, Ὁδ. Ὀλύμπου 151· Σ. Παπαδημητρίου, Ἐγνατίας 79· Γ. Ἀργυριάδη, Ἀγ. Σοφίας 27· Κ. Ραδοσάβος, Ἐγνατίας 47. [425, 924, 594, 974]
